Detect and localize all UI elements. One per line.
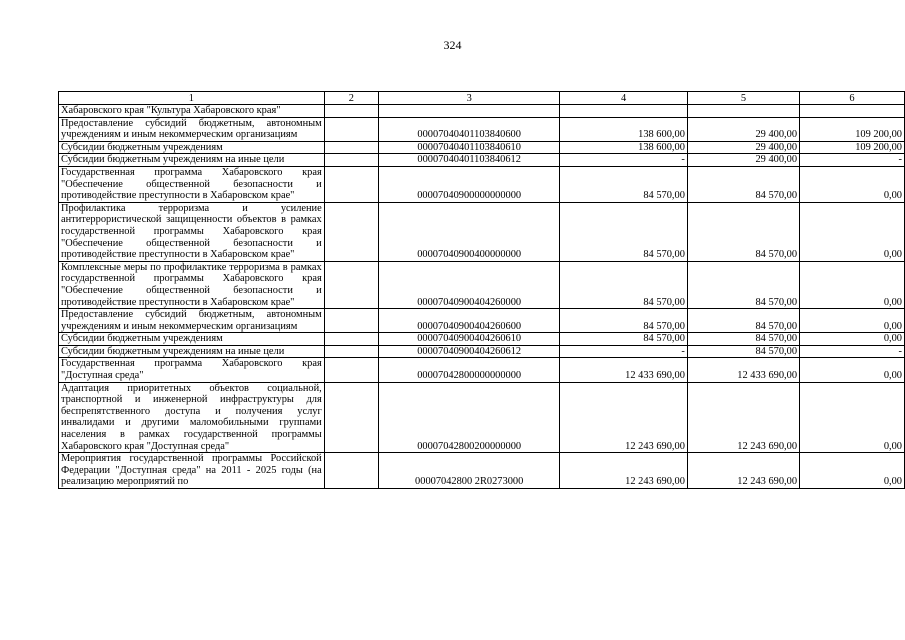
row-code-cell: 00007040900404260610 bbox=[379, 333, 560, 346]
row-col5-cell: 12 433 690,00 bbox=[687, 358, 799, 382]
row-col4-cell: 84 570,00 bbox=[560, 202, 688, 261]
table-row bbox=[59, 382, 905, 453]
row-col2-cell bbox=[324, 453, 378, 489]
row-col5-cell: 84 570,00 bbox=[687, 166, 799, 202]
row-name-cell: Государственная программа Хабаровского края "Доступная среда" bbox=[59, 358, 325, 382]
row-col6-cell: 0,00 bbox=[800, 333, 905, 346]
row-col4-cell: 84 570,00 bbox=[560, 261, 688, 308]
row-col5-cell: 12 243 690,00 bbox=[687, 382, 799, 453]
row-col5-cell: 29 400,00 bbox=[687, 141, 799, 154]
row-name-cell: Субсидии бюджетным учреждениям bbox=[59, 141, 325, 154]
row-col4-cell: 138 600,00 bbox=[560, 117, 688, 141]
table-row bbox=[59, 166, 905, 202]
row-col4-cell: 84 570,00 bbox=[560, 309, 688, 333]
row-col6-cell: 0,00 bbox=[800, 358, 905, 382]
table-row bbox=[59, 261, 905, 308]
column-header: 3 bbox=[379, 92, 560, 105]
row-col4-cell bbox=[560, 105, 688, 118]
row-col2-cell bbox=[324, 382, 378, 453]
row-code-cell: 00007040401103840600 bbox=[379, 117, 560, 141]
row-code-cell: 00007042800200000000 bbox=[379, 382, 560, 453]
row-col4-cell: 84 570,00 bbox=[560, 333, 688, 346]
column-header: 4 bbox=[560, 92, 688, 105]
row-name-cell: Адаптация приоритетных объектов социальной, транспортной и инженерной инфраструктуры для беспрепятственного доступа и получения услуг инвалидами и другими маломобильными группами населения в рамках государственной программы Хабаровского края "Доступная среда" bbox=[59, 382, 325, 453]
row-code-cell: 00007040900400000000 bbox=[379, 202, 560, 261]
row-col2-cell bbox=[324, 154, 378, 167]
row-name-cell: Хабаровского края "Культура Хабаровского края" bbox=[59, 105, 325, 118]
row-col6-cell: 0,00 bbox=[800, 382, 905, 453]
row-col2-cell bbox=[324, 105, 378, 118]
column-header: 5 bbox=[687, 92, 799, 105]
row-col6-cell: 0,00 bbox=[800, 261, 905, 308]
table-row bbox=[59, 358, 905, 382]
row-name-cell: Субсидии бюджетным учреждениям на иные цели bbox=[59, 345, 325, 358]
row-col6-cell: 0,00 bbox=[800, 202, 905, 261]
row-col4-cell: - bbox=[560, 154, 688, 167]
row-col5-cell: 29 400,00 bbox=[687, 154, 799, 167]
row-col4-cell: 12 433 690,00 bbox=[560, 358, 688, 382]
row-col5-cell: 29 400,00 bbox=[687, 117, 799, 141]
row-col6-cell: 109 200,00 bbox=[800, 117, 905, 141]
row-code-cell: 00007040401103840610 bbox=[379, 141, 560, 154]
row-col5-cell: 12 243 690,00 bbox=[687, 453, 799, 489]
row-col6-cell: 0,00 bbox=[800, 309, 905, 333]
row-code-cell: 00007040900404260600 bbox=[379, 309, 560, 333]
table-row bbox=[59, 154, 905, 167]
row-col6-cell: 0,00 bbox=[800, 166, 905, 202]
row-code-cell: 00007040900000000000 bbox=[379, 166, 560, 202]
table-row bbox=[59, 202, 905, 261]
column-header: 6 bbox=[800, 92, 905, 105]
row-col2-cell bbox=[324, 333, 378, 346]
row-name-cell: Профилактика терроризма и усиление антитеррористической защищенности объектов в рамках государственной программы Хабаровского края "Обеспечение общественной безопасности и противодействие преступности в Хабаровском крае" bbox=[59, 202, 325, 261]
row-col4-cell: 12 243 690,00 bbox=[560, 453, 688, 489]
row-col6-cell: - bbox=[800, 154, 905, 167]
row-col5-cell: 84 570,00 bbox=[687, 202, 799, 261]
row-col4-cell: 12 243 690,00 bbox=[560, 382, 688, 453]
row-col5-cell: 84 570,00 bbox=[687, 345, 799, 358]
table-row bbox=[59, 453, 905, 489]
row-col2-cell bbox=[324, 202, 378, 261]
row-col4-cell: 84 570,00 bbox=[560, 166, 688, 202]
table-row bbox=[59, 105, 905, 118]
row-col5-cell: 84 570,00 bbox=[687, 333, 799, 346]
row-code-cell bbox=[379, 105, 560, 118]
row-col6-cell bbox=[800, 105, 905, 118]
row-col2-cell bbox=[324, 141, 378, 154]
row-code-cell: 00007042800000000000 bbox=[379, 358, 560, 382]
header-row bbox=[59, 92, 905, 105]
row-col2-cell bbox=[324, 166, 378, 202]
row-col6-cell: 0,00 bbox=[800, 453, 905, 489]
row-col5-cell: 84 570,00 bbox=[687, 309, 799, 333]
row-name-cell: Комплексные меры по профилактике терроризма в рамках государственной программы Хабаровского края "Обеспечение общественной безопасности и противодействие преступности в Хабаровском крае" bbox=[59, 261, 325, 308]
row-col4-cell: 138 600,00 bbox=[560, 141, 688, 154]
row-name-cell: Предоставление субсидий бюджетным, автономным учреждениям и иным некоммерческим организациям bbox=[59, 117, 325, 141]
row-name-cell: Предоставление субсидий бюджетным, автономным учреждениям и иным некоммерческим организациям bbox=[59, 309, 325, 333]
row-name-cell: Субсидии бюджетным учреждениям на иные цели bbox=[59, 154, 325, 167]
row-col2-cell bbox=[324, 261, 378, 308]
row-name-cell: Государственная программа Хабаровского края "Обеспечение общественной безопасности и противодействие преступности в Хабаровском крае" bbox=[59, 166, 325, 202]
column-header: 2 bbox=[324, 92, 378, 105]
row-col6-cell: - bbox=[800, 345, 905, 358]
table-row bbox=[59, 141, 905, 154]
row-code-cell: 00007040900404260000 bbox=[379, 261, 560, 308]
row-code-cell: 00007040900404260612 bbox=[379, 345, 560, 358]
table-row bbox=[59, 309, 905, 333]
table-row bbox=[59, 117, 905, 141]
row-col2-cell bbox=[324, 117, 378, 141]
table-row bbox=[59, 345, 905, 358]
table-row bbox=[59, 333, 905, 346]
budget-table bbox=[58, 91, 905, 489]
row-name-cell: Субсидии бюджетным учреждениям bbox=[59, 333, 325, 346]
row-name-cell: Мероприятия государственной программы Российской Федерации "Доступная среда" на 2011 - 2025 годы (на реализацию мероприятий по bbox=[59, 453, 325, 489]
row-col4-cell: - bbox=[560, 345, 688, 358]
page-number: 324 bbox=[443, 38, 462, 52]
row-col2-cell bbox=[324, 358, 378, 382]
row-code-cell: 00007042800 2R0273000 bbox=[379, 453, 560, 489]
row-col5-cell bbox=[687, 105, 799, 118]
row-col2-cell bbox=[324, 309, 378, 333]
row-col2-cell bbox=[324, 345, 378, 358]
row-col6-cell: 109 200,00 bbox=[800, 141, 905, 154]
row-col5-cell: 84 570,00 bbox=[687, 261, 799, 308]
column-header: 1 bbox=[59, 92, 325, 105]
row-code-cell: 00007040401103840612 bbox=[379, 154, 560, 167]
